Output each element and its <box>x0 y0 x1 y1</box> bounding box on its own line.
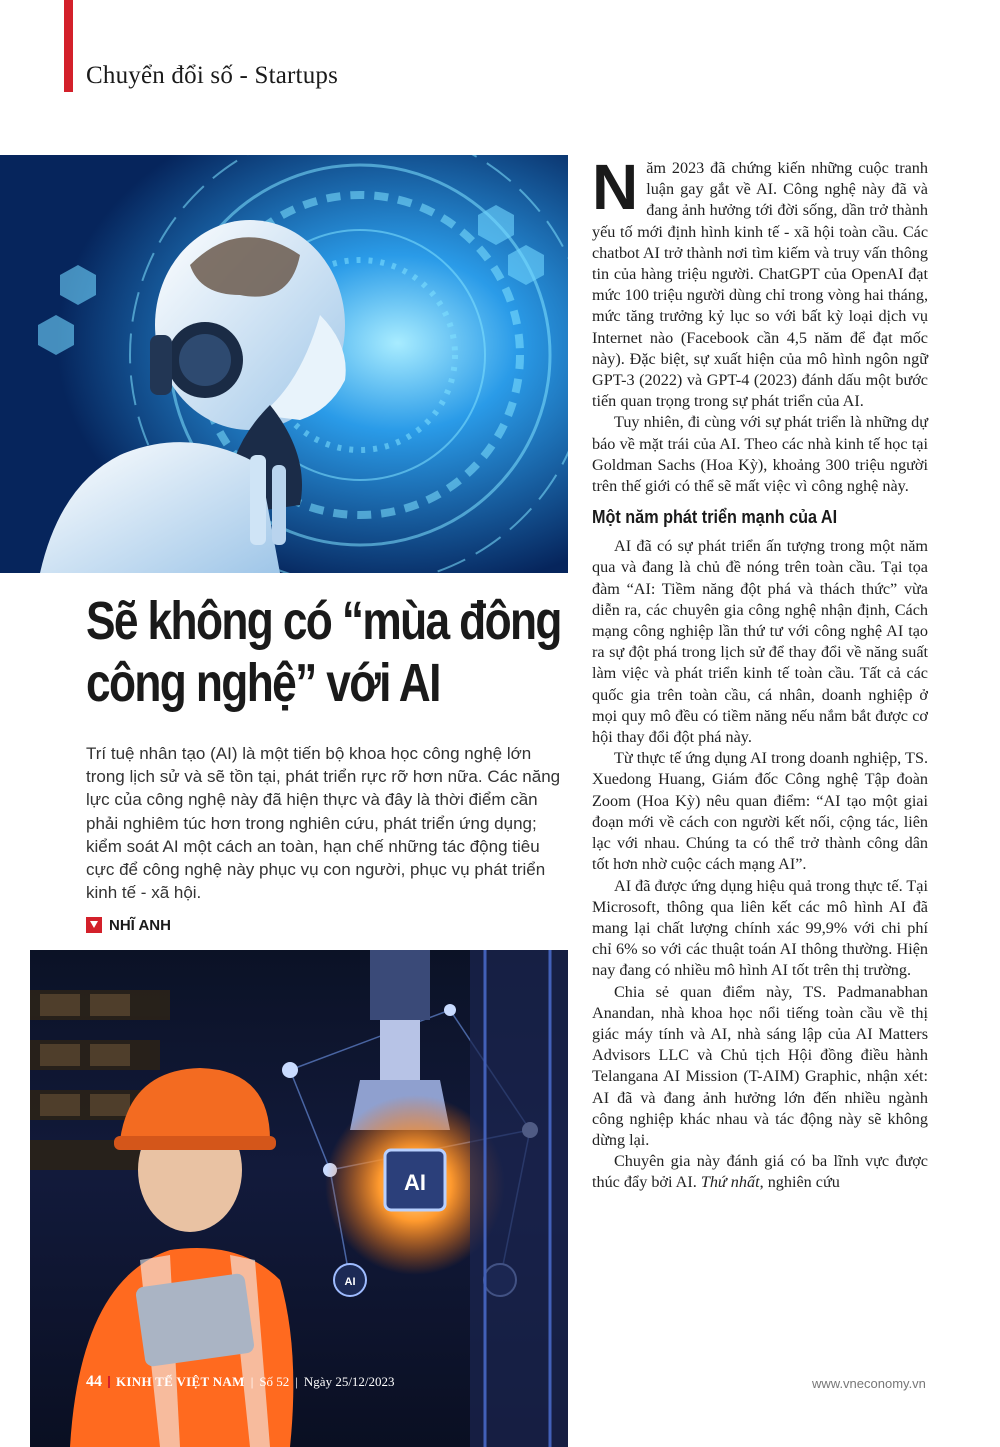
section-subheading: Một năm phát triển mạnh của AI <box>592 507 838 528</box>
article-body <box>592 151 928 1194</box>
drop-cap: N <box>592 151 639 223</box>
paragraph-7-end: , nghiên cứu <box>759 1173 840 1192</box>
paragraph-2: Tuy nhiên, đi cùng với sự phát triển là những dự báo về mặt trái của AI. Theo các nhà kinh tế học tại Goldman Sachs (Hoa Kỳ), khoảng 300 triệu người trên thế giới có thể sẽ mất việc vì công nghệ này. <box>592 413 928 496</box>
page-footer <box>86 1373 395 1391</box>
publication-name: KINH TẾ VIỆT NAM <box>116 1374 245 1389</box>
paragraph-5: AI đã được ứng dụng hiệu quả trong thực tế. Tại Microsoft, thông qua liên kết các mô hình AI đã mang lại chất lượng chính xác 99,9% với chi phí chỉ 6% so với các thuật toán AI thông thường. Hiện nay đang có nhiều mô hình AI tốt trên thị trường. <box>592 876 928 980</box>
article-lede: Trí tuệ nhân tạo (AI) là một tiến bộ khoa học công nghệ lớn trong lịch sử và sẽ tồn tại, phát triển rực rỡ hơn nữa. Các năng lực của công nghệ này đã hiện thực và đây là thời điểm cần phải nghiêm túc hơn trong nghiên cứu, phát triển ứng dụng; kiểm soát AI một cách an toàn, hạn chế những tác động tiêu cực để công nghệ này phục vụ con người, phục vụ phát triển kinh tế - xã hội. <box>86 744 561 903</box>
paragraph-3: AI đã có sự phát triển ấn tượng trong một năm qua và đang là chủ đề nóng trên toàn cầu. Tại tọa đàm “AI: Tiềm năng đột phá và thách thức” vừa diễn ra, các chuyên gia công nghệ nhận định, Cách mạng công nghiệp lần thứ tư với công nghệ AI tạo ra sự đột phá trong lịch sử để thay đổi về năng suất làm việc và phát triển kinh tế toàn cầu. Tất cả các quốc gia trên toàn cầu, cá nhân, doanh nghiệp ở mọi quy mô đều có tiềm năng nếu nắm bắt được cơ hội thay đổi đột phá này. <box>592 537 928 747</box>
paragraph-1 <box>592 151 928 412</box>
paragraph-7-italic: Thứ nhất <box>700 1173 760 1192</box>
ai-badge-label: AI <box>344 1276 356 1288</box>
article-headline: Sẽ không có “mùa đông công nghệ” với AI <box>86 591 561 713</box>
paragraph-1-text: ăm 2023 đã chứng kiến những cuộc tranh luận gay gắt về AI. Công nghệ này đã và đang ảnh hưởng tới đời sống, dần trở thành yếu tố mới định hình kinh tế - xã hội toàn cầu. Các chatbot AI trở thành nơi tìm kiếm và truy vấn thông tin của hàng triệu người. ChatGPT của OpenAI đạt mức 100 triệu người dùng chỉ trong vòng hai tháng, mức tăng trưởng kỷ lục so với bất kỳ loại dịch vụ Internet nào (Facebook cần 4,5 năm để đạt mốc này). Đặc biệt, sự xuất hiện của mô hình ngôn ngữ GPT-3 (2022) và GPT-4 (2023) đánh dấu một bước tiến quan trọng trong sự phát triển của AI. <box>592 159 928 411</box>
issue-number: Số 52 <box>259 1374 290 1389</box>
footer-divider: | <box>250 1374 254 1389</box>
section-accent-bar <box>64 0 73 92</box>
website-link[interactable]: www.vneconomy.vn <box>812 1376 926 1391</box>
ai-chip-label: AI <box>404 1170 426 1195</box>
hero-robot-image <box>0 155 568 573</box>
paragraph-7-start: Chuyên gia này đánh giá có ba lĩnh vực được thúc đẩy bởi AI. <box>592 1152 928 1192</box>
page-number: 44 <box>86 1373 102 1390</box>
issue-date: Ngày 25/12/2023 <box>303 1374 395 1389</box>
section-label: Chuyển đổi số - Startups <box>86 62 339 89</box>
author-name: NHĨ ANH <box>109 916 171 934</box>
paragraph-4: Từ thực tế ứng dụng AI trong doanh nghiệp, TS. Xuedong Huang, Giám đốc Công nghệ Tập đoàn Zoom (Hoa Kỳ) nêu quan điểm: “AI tạo một giai đoạn mới về cách con người kết nối, cộng tác, liên lạc với nhau. Chúng ta có thể trở thành công dân tốt hơn nhờ cuộc cách mạng AI”. <box>592 749 928 874</box>
paragraph-7 <box>592 1151 928 1193</box>
footer-separator <box>108 1376 110 1388</box>
footer-divider: | <box>295 1374 298 1389</box>
paragraph-6: Chia sẻ quan điểm này, TS. Padmanabhan Anandan, nhà khoa học nổi tiếng toàn cầu về thị giác máy tính và AI, nhà sáng lập của AI Matters Advisors LLC và Chủ tịch Hội đồng điều hành Telangana AI Mission (T-AIM) Graphic, nhận xét: AI đã và đang ảnh hưởng lớn đến nhiều ngành công nghiệp khác nhau và tác động này sẽ không dừng lại. <box>592 982 928 1149</box>
byline <box>86 915 171 935</box>
author-marker-icon <box>86 917 102 933</box>
